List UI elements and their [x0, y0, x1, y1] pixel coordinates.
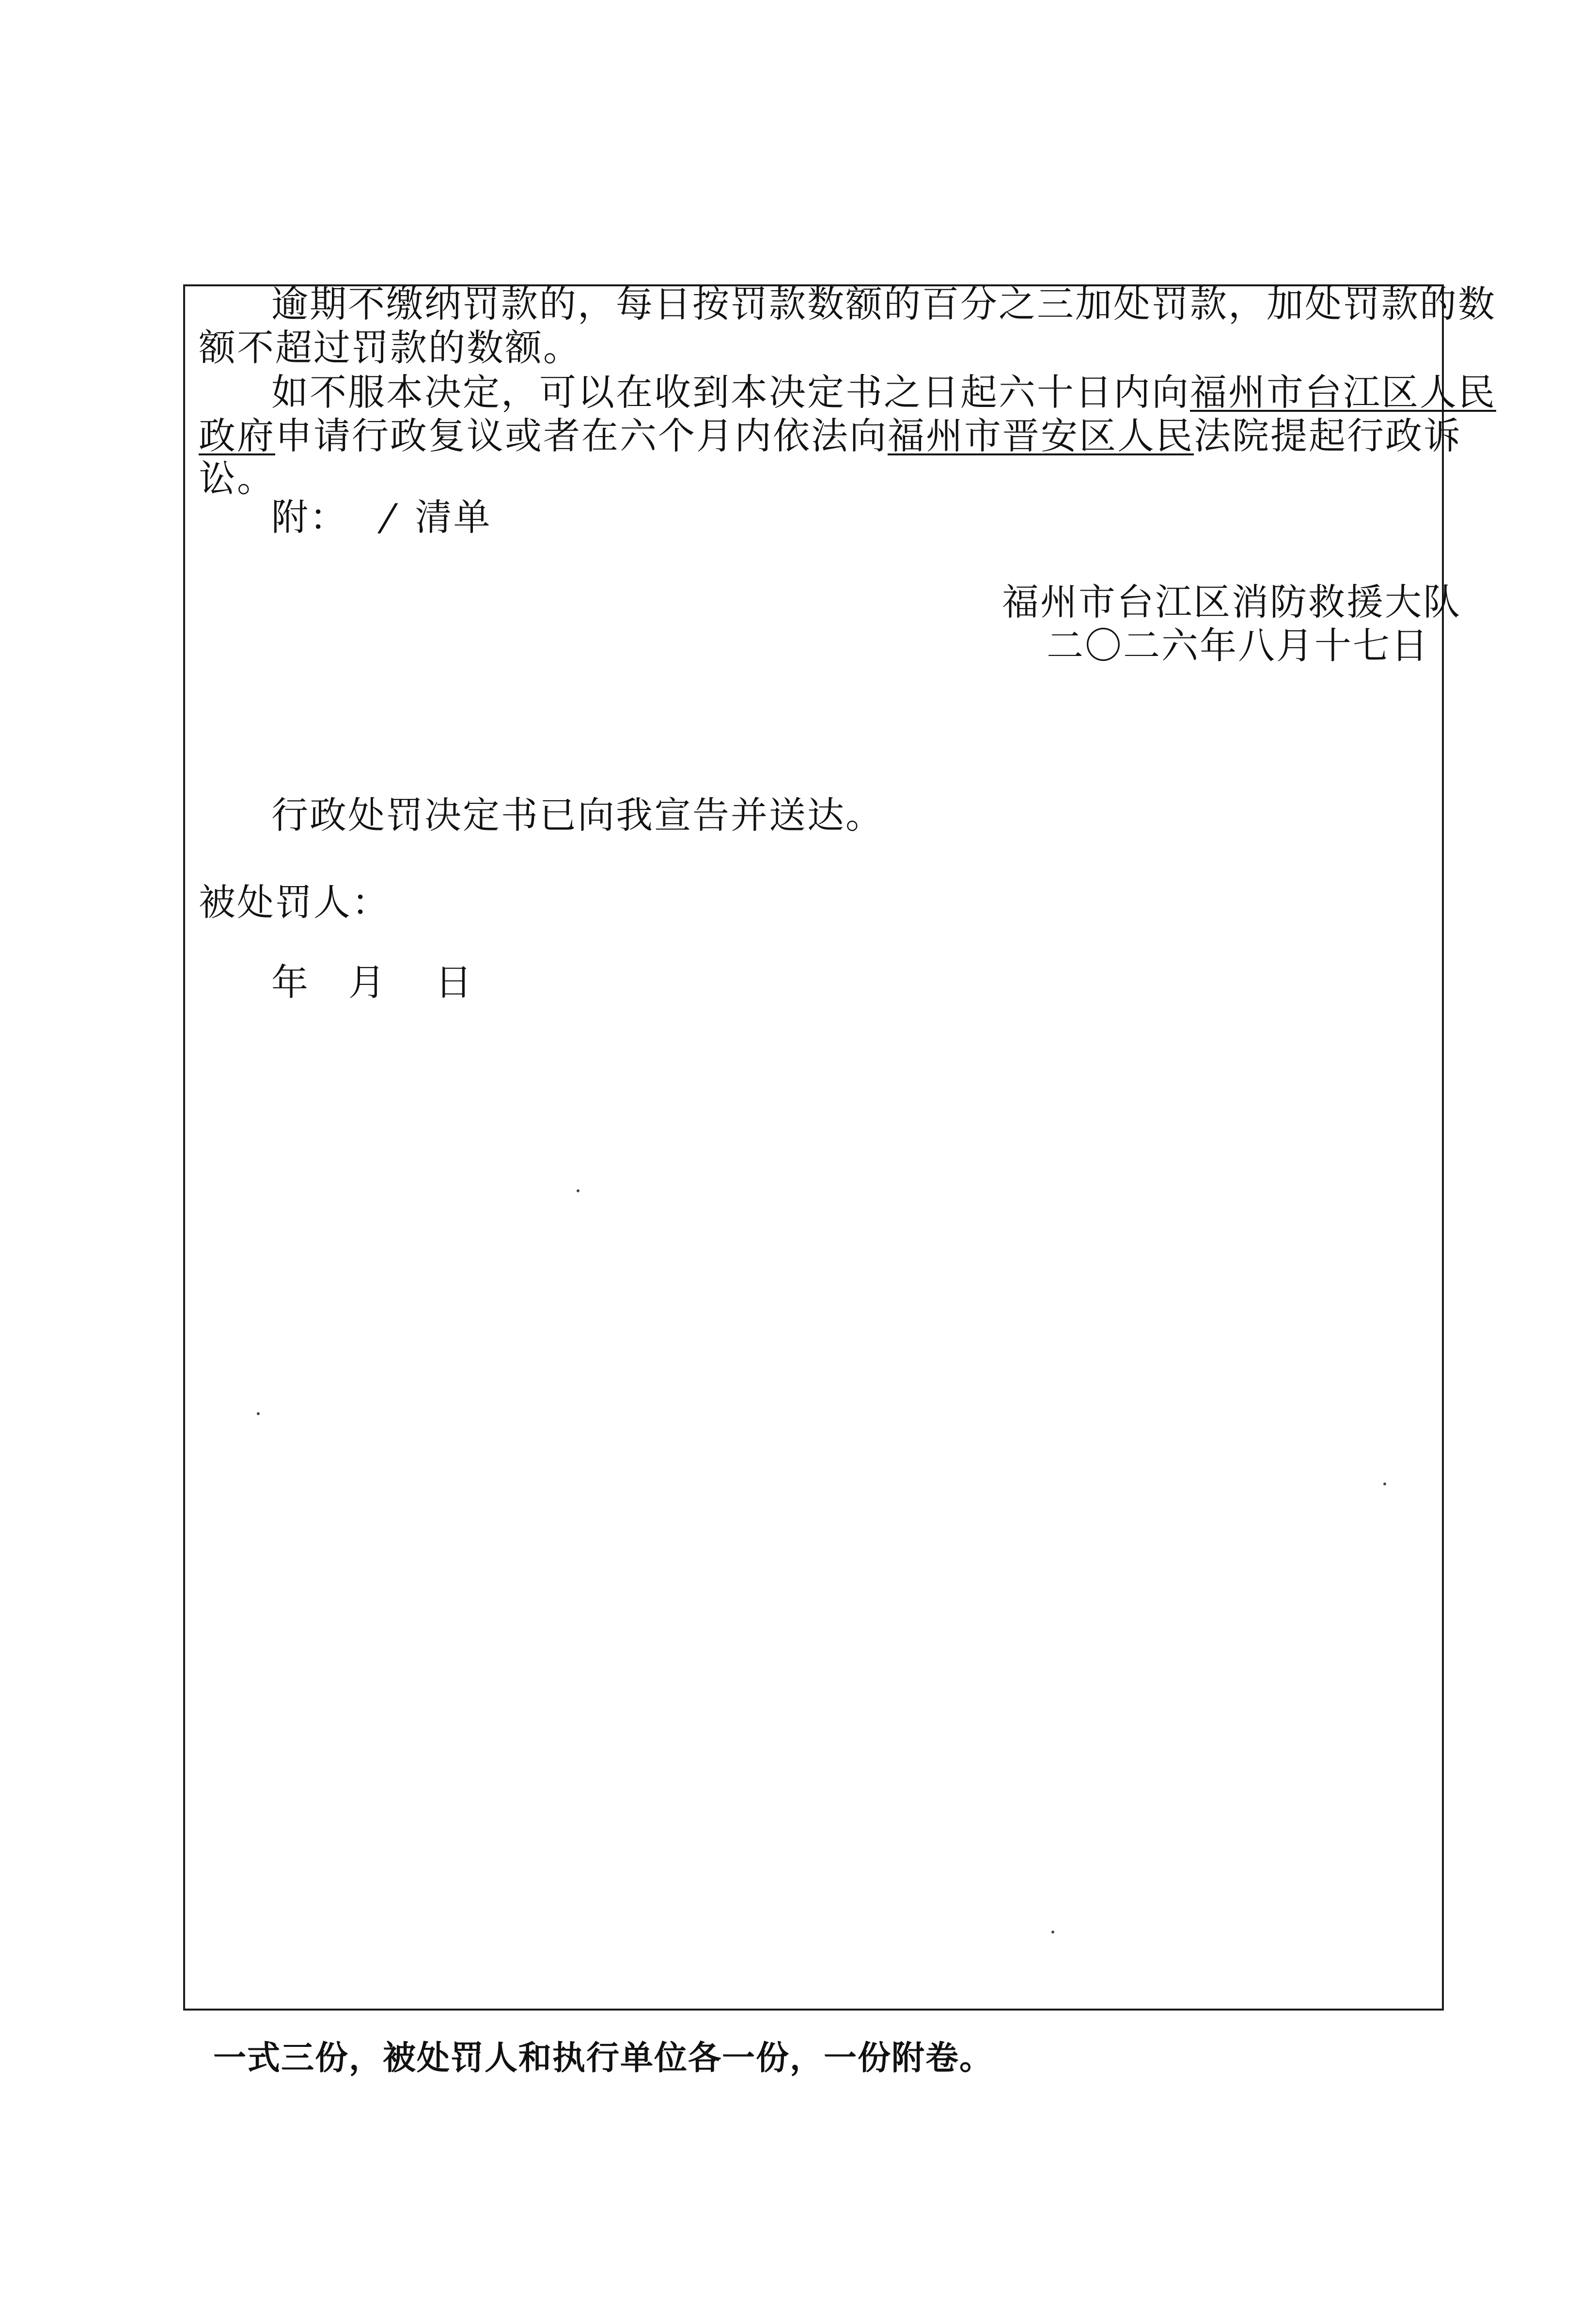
year-placeholder: 年 [271, 961, 310, 1004]
overdue-penalty-line-2: 额不超过罚款的数额。 [199, 326, 581, 369]
review-authority: 福州市台江区人民 [1190, 371, 1496, 414]
appeal-line-3: 讼。 [199, 457, 275, 500]
month-placeholder: 月 [348, 961, 387, 1004]
attachment-count: / [376, 496, 402, 539]
attachment-type: 清单 [415, 496, 492, 539]
appeal-line-2 [199, 414, 1462, 457]
issuer-name: 福州市台江区消防救援大队 [1002, 580, 1461, 624]
scan-speck [1383, 1482, 1386, 1485]
scan-speck [577, 1189, 579, 1192]
scan-speck [257, 1412, 260, 1415]
appeal-text: 如不服本决定，可以在收到本决定书之日起六十日内向 [271, 371, 1190, 414]
attachment-line [271, 496, 492, 539]
appeal-text: 申请行政复议或者在六个月内依法向 [275, 414, 888, 457]
overdue-penalty-line-1: 逾期不缴纳罚款的，每日按罚款数额的百分之三加处罚款，加处罚款的数 [271, 282, 1496, 326]
day-placeholder: 日 [435, 961, 473, 1004]
attachment-label: 附： [271, 496, 348, 539]
scan-speck [1051, 1931, 1054, 1934]
appeal-line-1 [271, 371, 1496, 414]
review-authority-cont: 政府 [199, 414, 275, 457]
appeal-text: 法院提起行政诉 [1194, 414, 1462, 457]
issue-date: 二〇二六年八月十七日 [1047, 624, 1429, 667]
copies-footnote: 一式三份，被处罚人和执行单位各一份，一份附卷。 [213, 2039, 994, 2077]
receipt-statement: 行政处罚决定书已向我宣告并送达。 [271, 794, 884, 837]
recipient-label: 被处罚人： [199, 881, 390, 924]
court-name: 福州市晋安区人民 [888, 414, 1194, 457]
receipt-date-line [271, 961, 473, 1004]
decision-form-frame [183, 284, 1444, 2011]
